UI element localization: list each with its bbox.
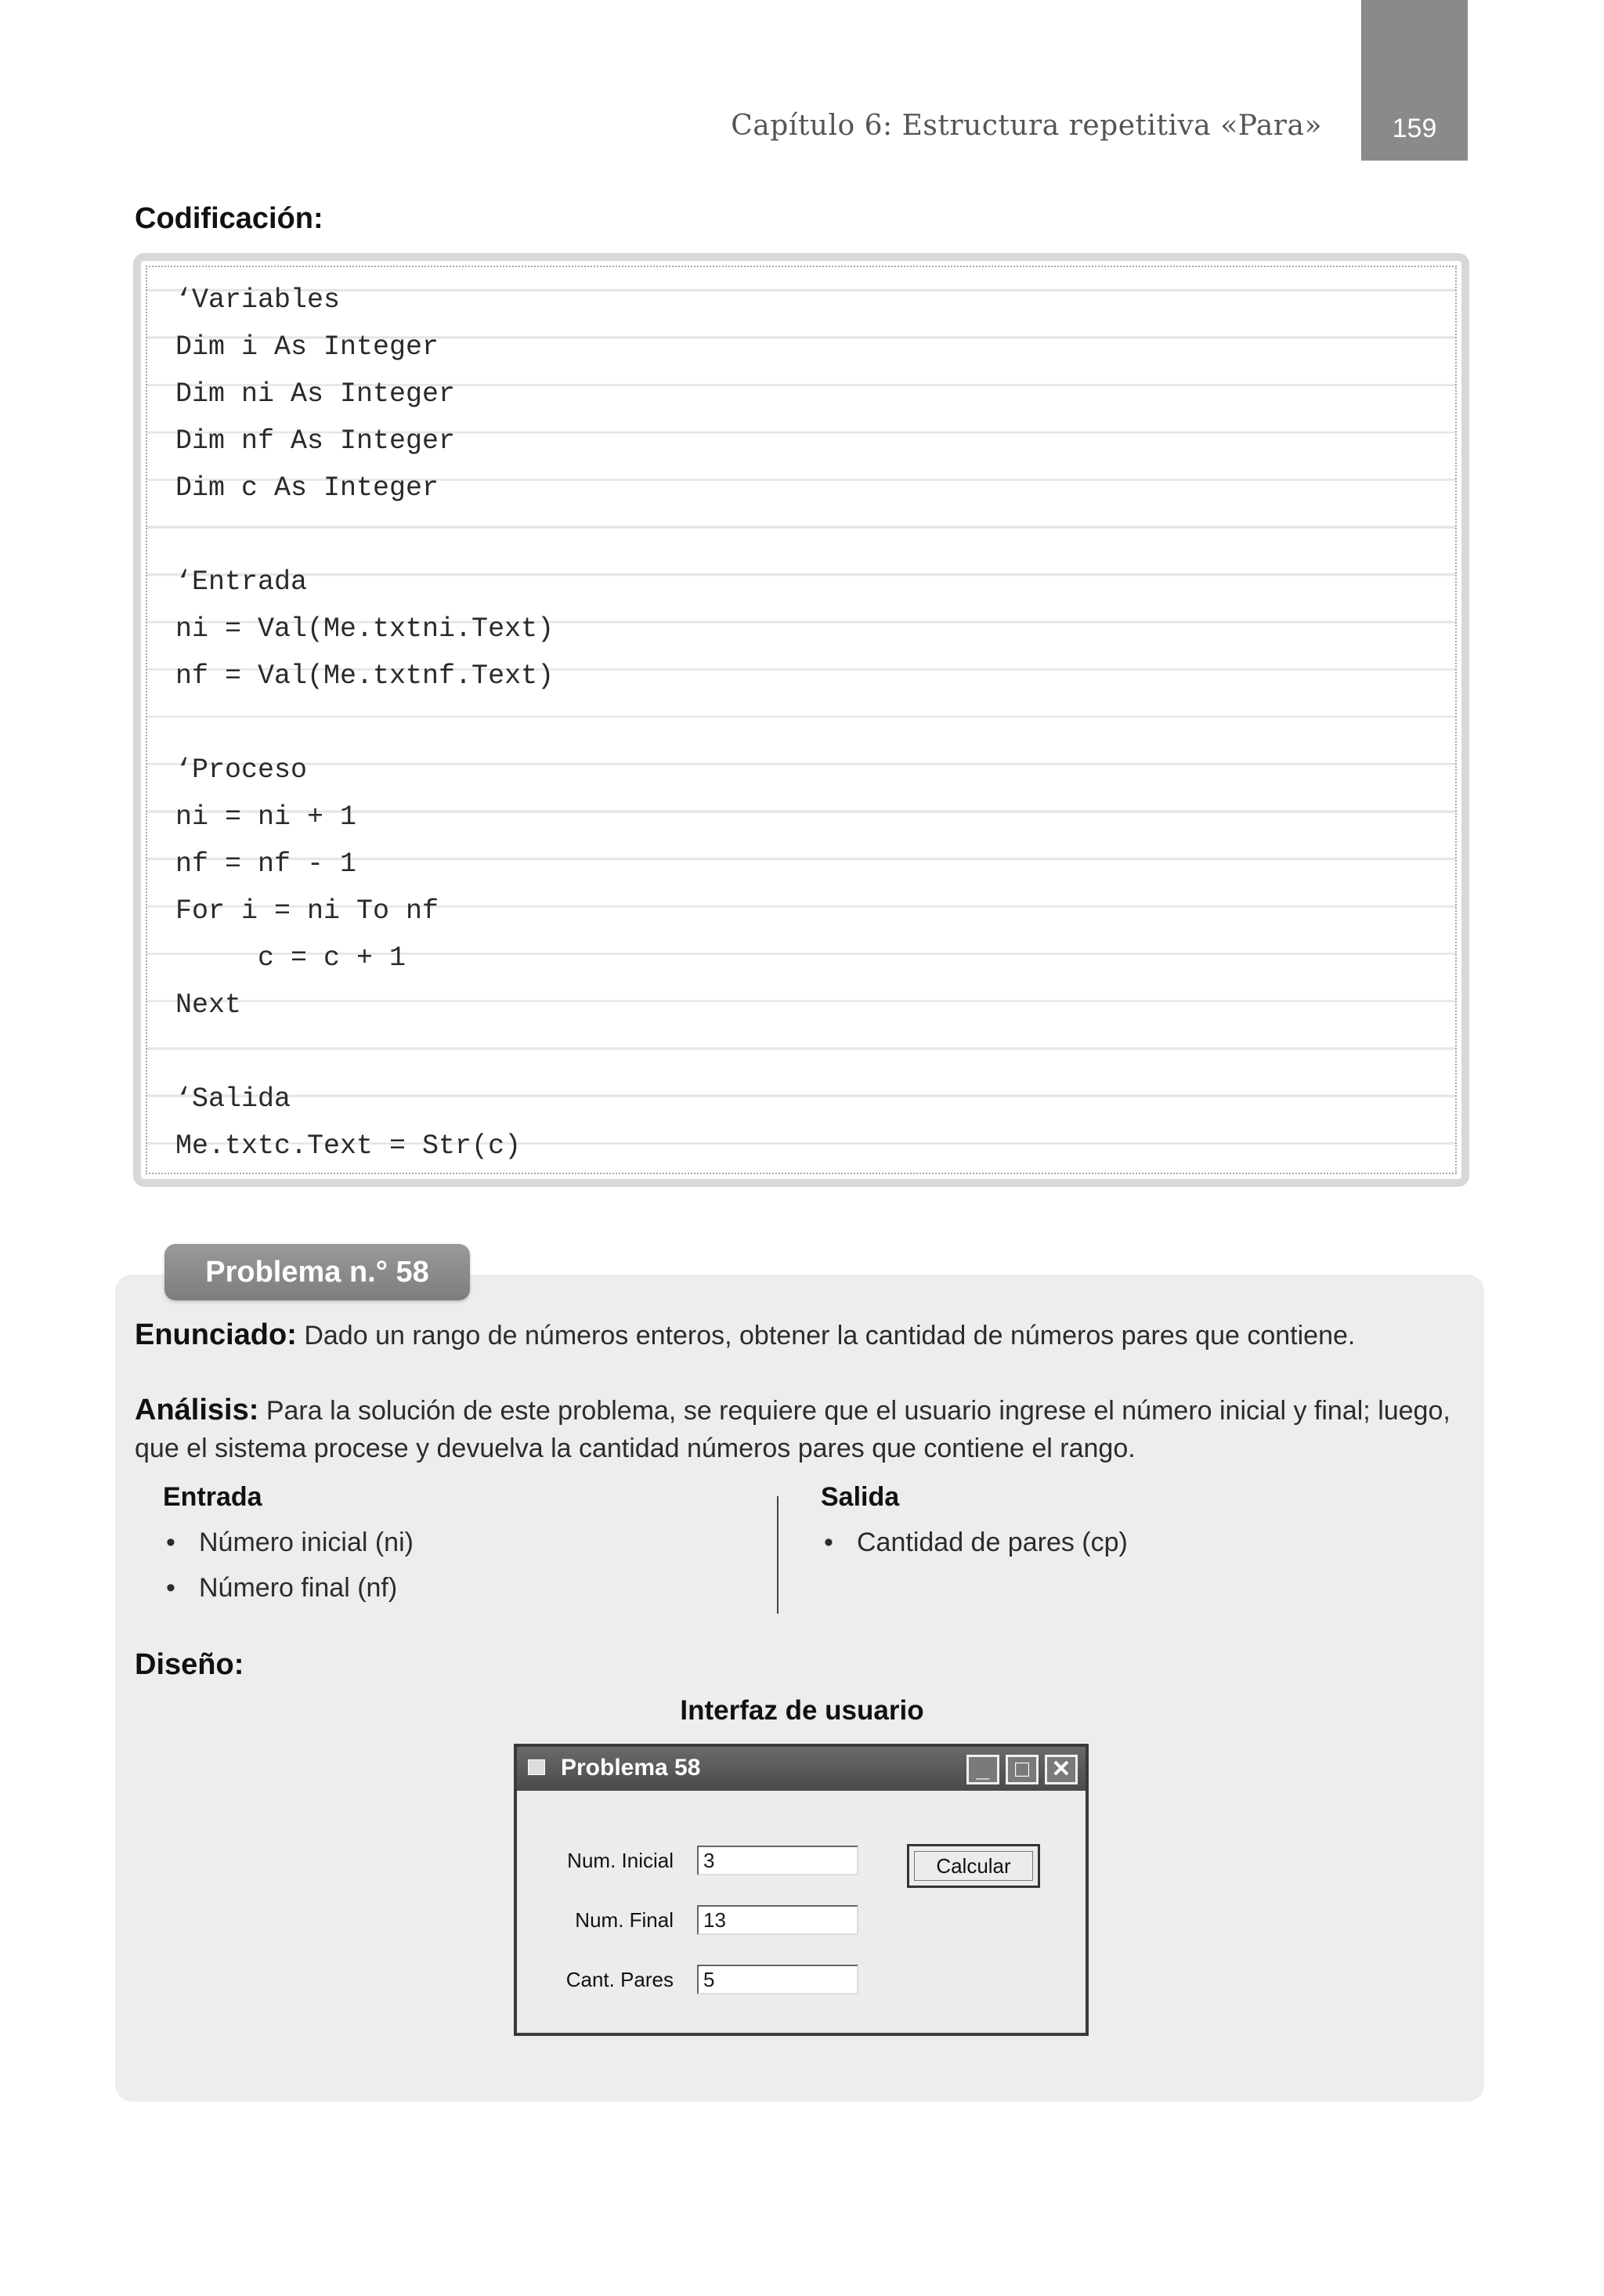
code-lines-area	[146, 266, 1457, 1174]
analisis-text: Para la solución de este problema, se requiere que el usuario ingrese el número inicial y final; luego, que el sistema procese y devuelva la cantidad números pares que contiene el rango.	[135, 1396, 1450, 1463]
analisis-paragraph	[135, 1391, 1466, 1467]
column-divider	[777, 1496, 779, 1614]
calcular-button[interactable]	[907, 1844, 1040, 1888]
problem-tab: Problema n.° 58	[164, 1244, 470, 1300]
code-line: For i = ni To nf	[175, 895, 439, 927]
code-line: ni = ni + 1	[175, 801, 357, 833]
code-line: Dim c As Integer	[175, 472, 439, 504]
chapter-title: Capítulo 6: Estructura repetitiva «Para»	[731, 110, 1322, 142]
code-line-comment-proceso: ‘Proceso	[175, 754, 308, 786]
salida-item: • Cantidad de pares (cp)	[857, 1528, 1128, 1558]
num-inicial-label: Num. Inicial	[567, 1849, 674, 1872]
code-line: c = c + 1	[175, 942, 406, 974]
code-line: ni = Val(Me.txtni.Text)	[175, 613, 555, 645]
code-line: Next	[175, 989, 242, 1021]
code-line: nf = nf - 1	[175, 848, 357, 880]
diseno-heading: Diseño:	[135, 1648, 244, 1681]
page-number-tab	[1361, 0, 1468, 161]
window-title: Problema 58	[561, 1755, 701, 1781]
enunciado-text: Dado un rango de números enteros, obtener la cantidad de números pares que contiene.	[296, 1321, 1356, 1350]
code-line: Dim ni As Integer	[175, 378, 456, 410]
entrada-title: Entrada	[163, 1482, 262, 1512]
entrada-item: • Número final (nf)	[199, 1573, 397, 1604]
entrada-item: • Número inicial (ni)	[199, 1528, 414, 1558]
num-inicial-input[interactable]: 3	[697, 1846, 858, 1875]
page-number: 159	[1392, 114, 1437, 143]
code-block	[133, 253, 1469, 1187]
code-line-comment-variables: ‘Variables	[175, 284, 341, 316]
cant-pares-input[interactable]: 5	[697, 1965, 858, 1994]
code-line: Dim nf As Integer	[175, 425, 456, 457]
close-icon[interactable]: ✕	[1045, 1755, 1078, 1784]
code-line: Me.txtc.Text = Str(c)	[175, 1130, 522, 1162]
enunciado-label: Enunciado:	[135, 1318, 297, 1351]
code-line: nf = Val(Me.txtnf.Text)	[175, 660, 555, 692]
maximize-icon[interactable]: □	[1006, 1755, 1039, 1784]
interfaz-caption: Interfaz de usuario	[680, 1695, 924, 1726]
minimize-icon[interactable]: _	[966, 1755, 999, 1784]
salida-title: Salida	[821, 1482, 900, 1512]
code-line: Dim i As Integer	[175, 331, 439, 363]
analisis-label: Análisis:	[135, 1394, 259, 1426]
enunciado-paragraph	[135, 1316, 1466, 1354]
code-line-comment-salida: ‘Salida	[175, 1083, 291, 1115]
codificacion-heading: Codificación:	[135, 202, 323, 235]
code-line-comment-entrada: ‘Entrada	[175, 566, 308, 598]
num-final-input[interactable]: 13	[697, 1905, 858, 1935]
app-icon	[528, 1759, 545, 1775]
num-final-label: Num. Final	[575, 1908, 674, 1932]
cant-pares-label: Cant. Pares	[565, 1968, 674, 1991]
window-titlebar[interactable]	[517, 1747, 1086, 1791]
calcular-button-label: Calcular	[914, 1851, 1033, 1881]
app-window	[514, 1744, 1089, 2036]
